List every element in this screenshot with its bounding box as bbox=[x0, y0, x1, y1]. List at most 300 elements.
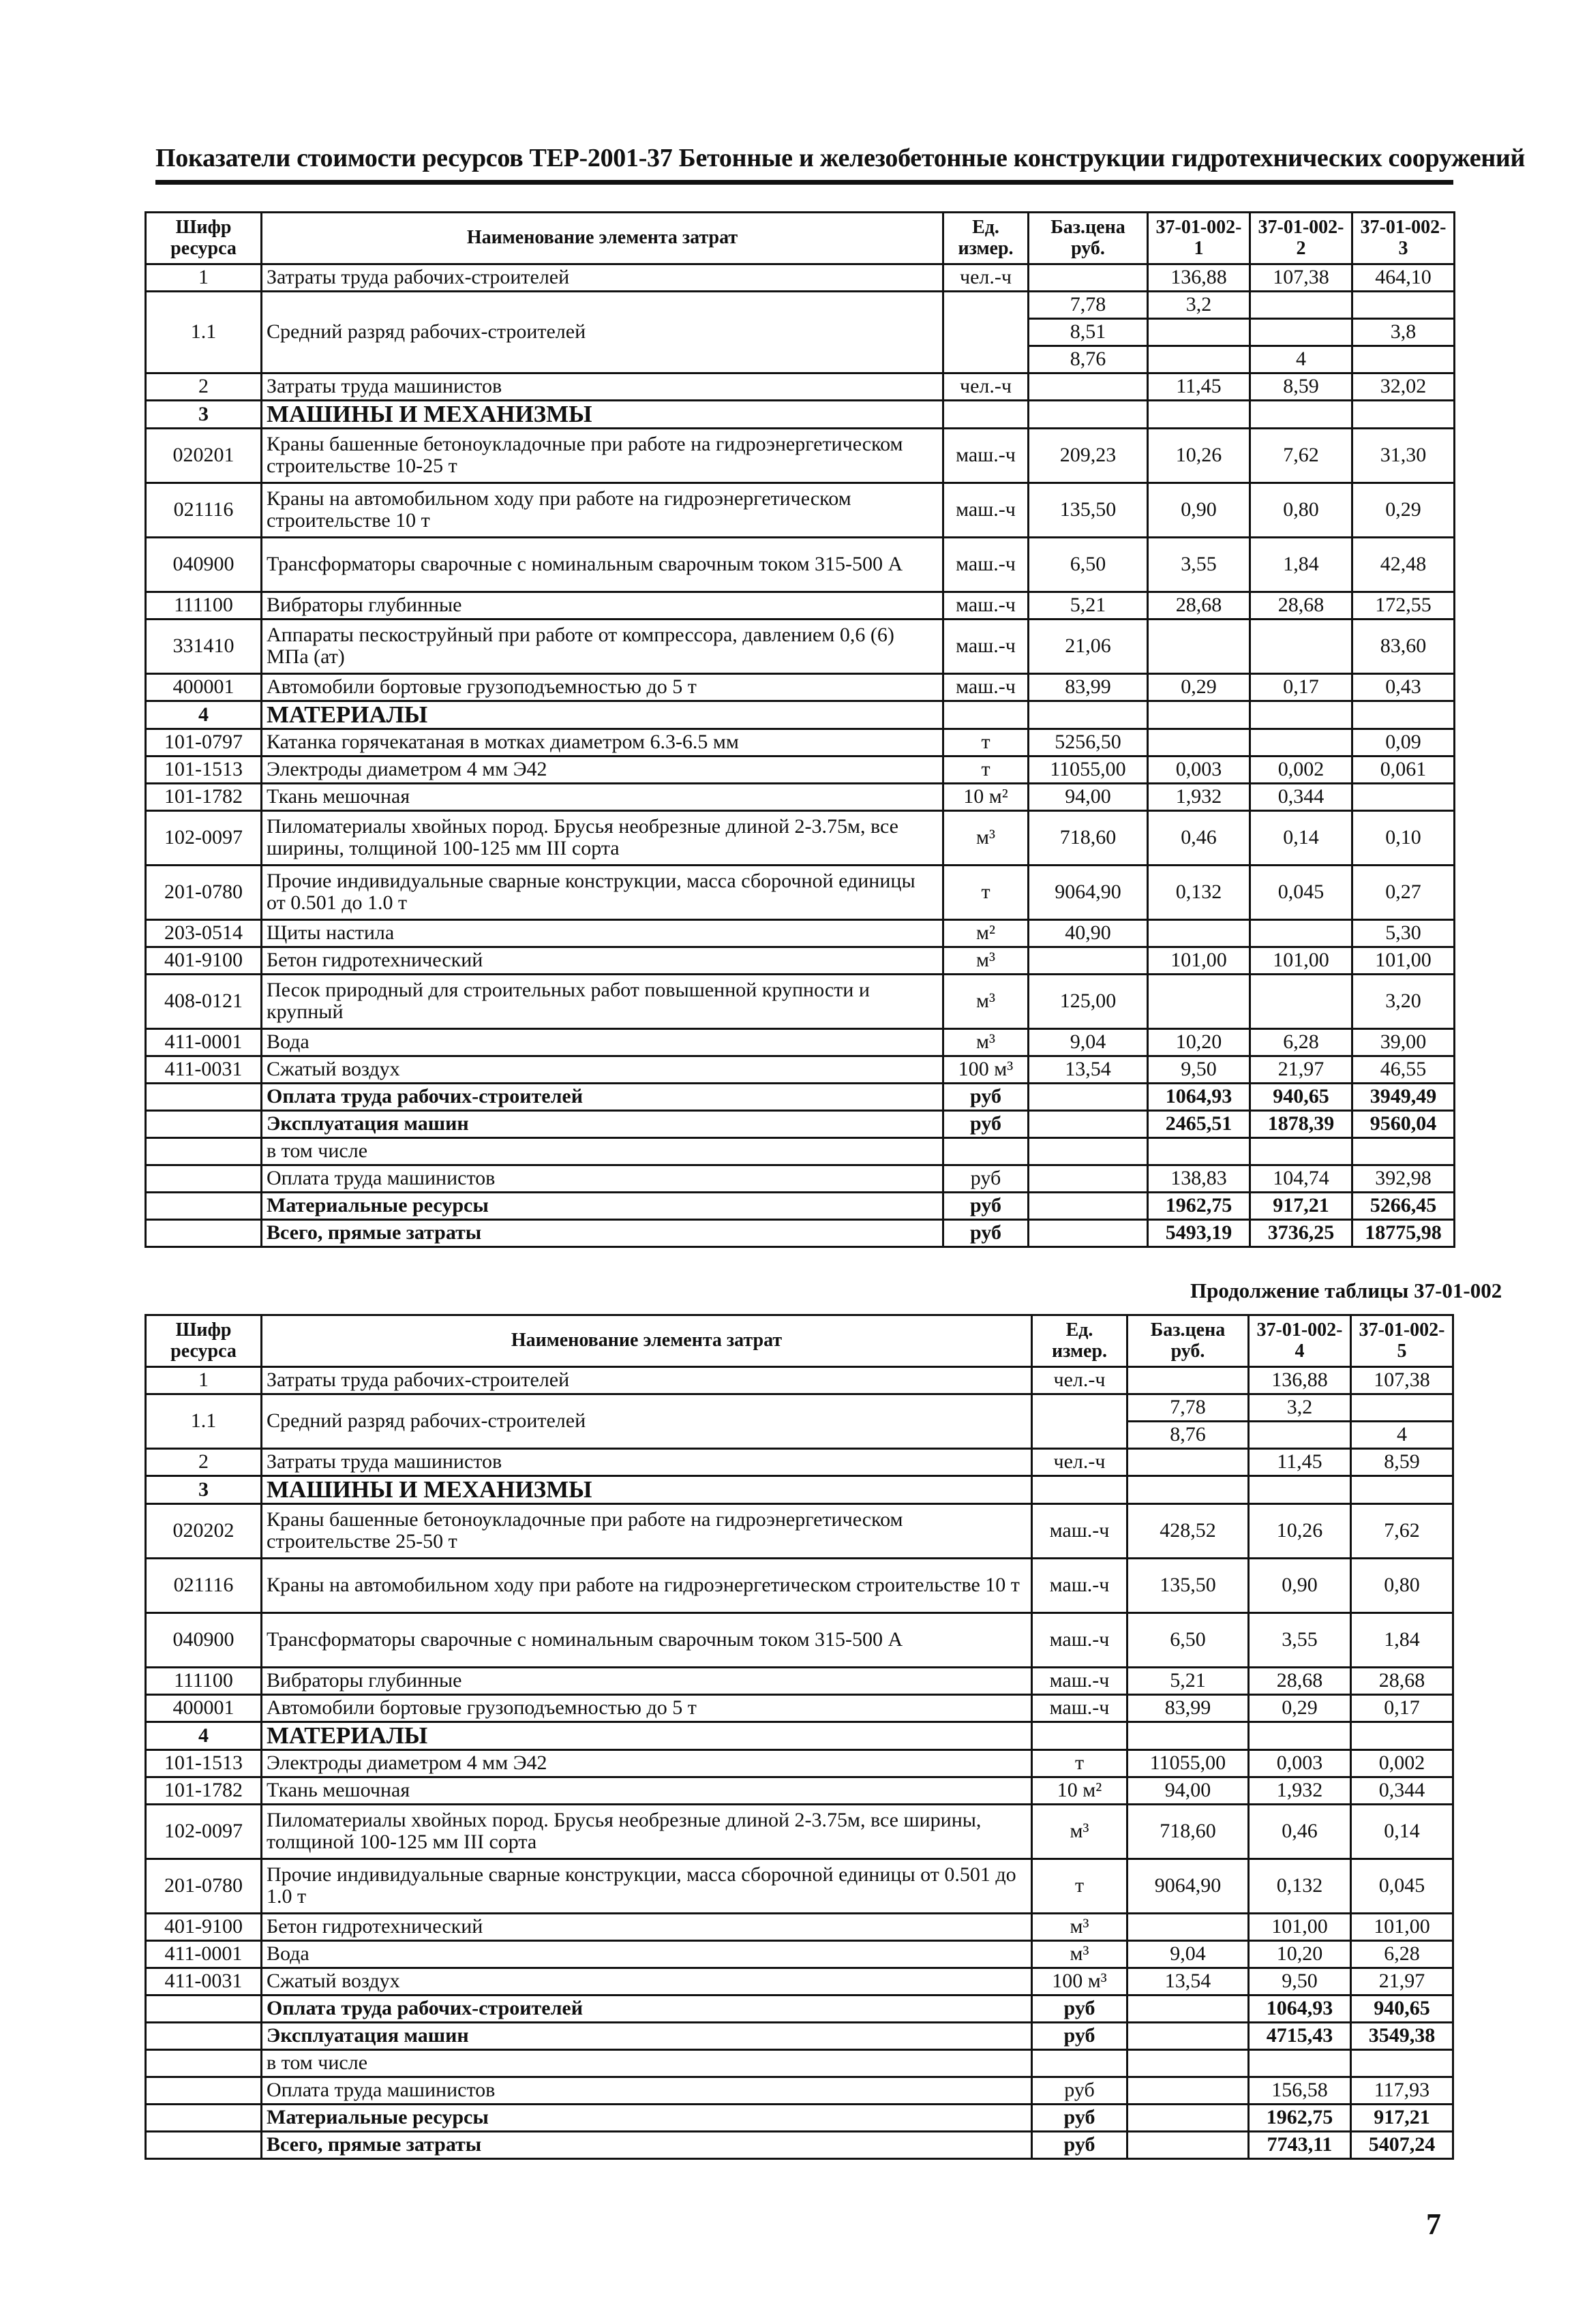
base-price bbox=[1029, 373, 1148, 401]
resource-code: 331410 bbox=[146, 619, 262, 673]
base-price bbox=[1029, 1110, 1148, 1137]
table-row bbox=[146, 783, 1455, 810]
resource-code: 201-0780 bbox=[146, 865, 262, 919]
column-header: Шифр ресурса bbox=[146, 1315, 262, 1367]
unit-cell: маш.-ч bbox=[943, 619, 1029, 673]
table-row bbox=[146, 1367, 1453, 1394]
empty-cell bbox=[1148, 701, 1250, 729]
cost-element-name: Автомобили бортовые грузоподъемностью до 5 т bbox=[262, 1694, 1032, 1722]
value-cell: 6,28 bbox=[1351, 1940, 1453, 1968]
value-cell: 1,84 bbox=[1351, 1612, 1453, 1667]
resource-code bbox=[146, 1165, 262, 1192]
unit-cell: маш.-ч bbox=[1032, 1667, 1127, 1694]
base-price bbox=[1127, 1913, 1249, 1940]
value-cell: 10,26 bbox=[1249, 1503, 1351, 1558]
base-price: 9,04 bbox=[1029, 1028, 1148, 1056]
value-cell: 0,17 bbox=[1351, 1694, 1453, 1722]
value-cell bbox=[1250, 729, 1352, 756]
value-cell: 1,932 bbox=[1249, 1777, 1351, 1804]
resource-code: 2 bbox=[146, 373, 262, 401]
value-cell: 0,17 bbox=[1250, 673, 1352, 701]
column-header: 37-01-002-4 bbox=[1249, 1315, 1351, 1367]
total-row bbox=[146, 2022, 1453, 2049]
unit-cell: маш.-ч bbox=[943, 592, 1029, 619]
value-cell: 28,68 bbox=[1249, 1667, 1351, 1694]
unit-cell: 100 м³ bbox=[1032, 1968, 1127, 1995]
continuation-note: Продолжение таблицы 37-01-002 bbox=[1190, 1279, 1502, 1302]
cost-element-name: Оплата труда машинистов bbox=[262, 1165, 943, 1192]
value-cell: 107,38 bbox=[1250, 264, 1352, 292]
base-price bbox=[1029, 1192, 1148, 1219]
base-price: 83,99 bbox=[1127, 1694, 1249, 1722]
value-cell: 28,68 bbox=[1351, 1667, 1453, 1694]
resource-code bbox=[146, 2131, 262, 2158]
column-header: Наименование элемента затрат bbox=[262, 213, 943, 264]
value-cell: 3,55 bbox=[1148, 537, 1250, 592]
empty-cell bbox=[1351, 1476, 1453, 1504]
table-row bbox=[146, 673, 1455, 701]
base-price bbox=[1029, 1165, 1148, 1192]
base-price: 5,21 bbox=[1127, 1667, 1249, 1694]
cost-element-name: Прочие индивидуальные сварные конструкции, масса сборочной единицы от 0.501 до 1.0 т bbox=[262, 1859, 1032, 1913]
resource-code: 040900 bbox=[146, 1612, 262, 1667]
resource-code: 411-0001 bbox=[146, 1940, 262, 1968]
cost-element-name: Оплата труда рабочих-строителей bbox=[262, 1083, 943, 1110]
table-row bbox=[146, 1165, 1455, 1192]
table-row bbox=[146, 428, 1455, 483]
value-cell bbox=[1250, 619, 1352, 673]
table-row bbox=[146, 537, 1455, 592]
unit-cell bbox=[1032, 1394, 1127, 1449]
empty-cell bbox=[1127, 1722, 1249, 1749]
empty-cell bbox=[1250, 401, 1352, 429]
value-cell: 7,62 bbox=[1250, 428, 1352, 483]
value-cell: 138,83 bbox=[1148, 1165, 1250, 1192]
value-cell: 0,90 bbox=[1148, 483, 1250, 537]
cost-element-name: Пиломатериалы хвойных пород. Брусья необрезные длиной 2-3.75м, все ширины, толщиной 100-125 мм III сорта bbox=[262, 1804, 1032, 1859]
value-cell: 7,62 bbox=[1351, 1503, 1453, 1558]
table-row bbox=[146, 729, 1455, 756]
resource-code bbox=[146, 1219, 262, 1247]
resource-code: 1 bbox=[146, 1367, 262, 1394]
cost-element-name: Краны башенные бетоноукладочные при работе на гидроэнергетическом строительстве 10-25 т bbox=[262, 428, 943, 483]
value-cell: 0,27 bbox=[1352, 865, 1455, 919]
empty-cell bbox=[1032, 1722, 1127, 1749]
table-header bbox=[146, 1315, 1453, 1367]
cost-element-name: Пиломатериалы хвойных пород. Брусья необрезные длиной 2-3.75м, все ширины, толщиной 100-125 мм III сорта bbox=[262, 810, 943, 865]
cost-element-name: Трансформаторы сварочные с номинальным сварочным током 315-500 А bbox=[262, 1612, 1032, 1667]
value-cell: 3,55 bbox=[1249, 1612, 1351, 1667]
base-price: 428,52 bbox=[1127, 1503, 1249, 1558]
base-price: 13,54 bbox=[1127, 1968, 1249, 1995]
table-row bbox=[146, 619, 1455, 673]
value-cell: 101,00 bbox=[1250, 947, 1352, 974]
base-price: 125,00 bbox=[1029, 974, 1148, 1028]
base-price: 7,78 bbox=[1127, 1394, 1249, 1422]
table-row bbox=[146, 1913, 1453, 1940]
empty-cell bbox=[1148, 401, 1250, 429]
base-price: 6,50 bbox=[1029, 537, 1148, 592]
cost-element-name: Трансформаторы сварочные с номинальным сварочным током 315-500 А bbox=[262, 537, 943, 592]
base-price: 11055,00 bbox=[1029, 756, 1148, 783]
unit-cell: маш.-ч bbox=[943, 673, 1029, 701]
value-cell: 1962,75 bbox=[1249, 2104, 1351, 2131]
section-title: МАШИНЫ И МЕХАНИЗМЫ bbox=[262, 401, 943, 429]
cost-element-name: Бетон гидротехнический bbox=[262, 1913, 1032, 1940]
unit-cell: 10 м² bbox=[1032, 1777, 1127, 1804]
table-row bbox=[146, 2077, 1453, 2104]
column-header: Баз.цена руб. bbox=[1029, 213, 1148, 264]
value-cell: 42,48 bbox=[1352, 537, 1455, 592]
value-cell bbox=[1148, 619, 1250, 673]
value-cell bbox=[1249, 1422, 1351, 1449]
section-row bbox=[146, 701, 1455, 729]
column-header: Ед. измер. bbox=[1032, 1315, 1127, 1367]
value-cell: 6,28 bbox=[1250, 1028, 1352, 1056]
unit-cell: 10 м² bbox=[943, 783, 1029, 810]
resource-code: 1.1 bbox=[146, 1394, 262, 1449]
table-row bbox=[146, 1449, 1453, 1476]
base-price: 83,99 bbox=[1029, 673, 1148, 701]
unit-cell: руб bbox=[1032, 2022, 1127, 2049]
value-cell: 101,00 bbox=[1148, 947, 1250, 974]
value-cell: 3736,25 bbox=[1250, 1219, 1352, 1247]
section-row bbox=[146, 401, 1455, 429]
value-cell: 21,97 bbox=[1351, 1968, 1453, 1995]
value-cell: 101,00 bbox=[1249, 1913, 1351, 1940]
base-price bbox=[1127, 2022, 1249, 2049]
value-cell: 0,14 bbox=[1351, 1804, 1453, 1859]
value-cell: 5266,45 bbox=[1352, 1192, 1455, 1219]
empty-cell bbox=[943, 701, 1029, 729]
cost-element-name: Оплата труда рабочих-строителей bbox=[262, 1995, 1032, 2022]
cost-element-name: Всего, прямые затраты bbox=[262, 1219, 943, 1247]
cost-element-name: Прочие индивидуальные сварные конструкции, масса сборочной единицы от 0.501 до 1.0 т bbox=[262, 865, 943, 919]
table-row bbox=[146, 292, 1455, 319]
value-cell: 0,002 bbox=[1250, 756, 1352, 783]
cost-element-name: Средний разряд рабочих-строителей bbox=[262, 1394, 1032, 1449]
table-row bbox=[146, 1558, 1453, 1612]
value-cell: 4715,43 bbox=[1249, 2022, 1351, 2049]
resource-code: 203-0514 bbox=[146, 919, 262, 947]
resource-code: 111100 bbox=[146, 592, 262, 619]
table-row bbox=[146, 1056, 1455, 1083]
base-price: 8,76 bbox=[1127, 1422, 1249, 1449]
resource-code: 1 bbox=[146, 264, 262, 292]
cost-element-name: Песок природный для строительных работ повышенной крупности и крупный bbox=[262, 974, 943, 1028]
value-cell: 3,2 bbox=[1249, 1394, 1351, 1422]
unit-cell: т bbox=[943, 865, 1029, 919]
resource-code: 101-1782 bbox=[146, 783, 262, 810]
resource-code: 101-1513 bbox=[146, 1749, 262, 1777]
value-cell: 0,045 bbox=[1250, 865, 1352, 919]
unit-cell: руб bbox=[1032, 2077, 1127, 2104]
section-title: МАТЕРИАЛЫ bbox=[262, 1722, 1032, 1749]
empty-cell bbox=[1352, 401, 1455, 429]
table-row bbox=[146, 1667, 1453, 1694]
base-price: 94,00 bbox=[1127, 1777, 1249, 1804]
value-cell: 0,132 bbox=[1249, 1859, 1351, 1913]
table-row bbox=[146, 947, 1455, 974]
empty-cell bbox=[943, 401, 1029, 429]
value-cell: 8,59 bbox=[1351, 1449, 1453, 1476]
resource-table-2 bbox=[145, 1314, 1454, 2160]
column-header: 37-01-002-2 bbox=[1250, 213, 1352, 264]
unit-cell: т bbox=[1032, 1749, 1127, 1777]
resource-code bbox=[146, 1083, 262, 1110]
section-title: МАШИНЫ И МЕХАНИЗМЫ bbox=[262, 1476, 1032, 1504]
resource-code: 4 bbox=[146, 1722, 262, 1749]
page-number: 7 bbox=[1426, 2207, 1441, 2241]
value-cell: 46,55 bbox=[1352, 1056, 1455, 1083]
value-cell: 32,02 bbox=[1352, 373, 1455, 401]
base-price: 209,23 bbox=[1029, 428, 1148, 483]
base-price: 8,76 bbox=[1029, 346, 1148, 373]
resource-table-1 bbox=[145, 211, 1455, 1248]
base-price bbox=[1029, 1219, 1148, 1247]
value-cell: 104,74 bbox=[1250, 1165, 1352, 1192]
resource-code bbox=[146, 1995, 262, 2022]
unit-cell bbox=[943, 1137, 1029, 1165]
resource-code: 040900 bbox=[146, 537, 262, 592]
value-cell: 0,344 bbox=[1351, 1777, 1453, 1804]
unit-cell: м³ bbox=[1032, 1913, 1127, 1940]
resource-code: 101-1782 bbox=[146, 1777, 262, 1804]
total-row bbox=[146, 1083, 1455, 1110]
base-price bbox=[1127, 2049, 1249, 2077]
table-row bbox=[146, 2049, 1453, 2077]
table-row bbox=[146, 1777, 1453, 1804]
unit-cell: руб bbox=[943, 1165, 1029, 1192]
value-cell: 9560,04 bbox=[1352, 1110, 1455, 1137]
section-title: МАТЕРИАЛЫ bbox=[262, 701, 943, 729]
unit-cell: 100 м³ bbox=[943, 1056, 1029, 1083]
unit-cell: т bbox=[943, 729, 1029, 756]
resource-code: 411-0031 bbox=[146, 1056, 262, 1083]
value-cell: 7743,11 bbox=[1249, 2131, 1351, 2158]
resource-code: 102-0097 bbox=[146, 810, 262, 865]
table-row bbox=[146, 1028, 1455, 1056]
value-cell bbox=[1148, 346, 1250, 373]
value-cell: 940,65 bbox=[1250, 1083, 1352, 1110]
value-cell: 0,43 bbox=[1352, 673, 1455, 701]
value-cell: 0,29 bbox=[1352, 483, 1455, 537]
cost-element-name: Сжатый воздух bbox=[262, 1968, 1032, 1995]
base-price: 135,50 bbox=[1029, 483, 1148, 537]
value-cell: 11,45 bbox=[1249, 1449, 1351, 1476]
base-price: 5,21 bbox=[1029, 592, 1148, 619]
value-cell: 5493,19 bbox=[1148, 1219, 1250, 1247]
unit-cell: руб bbox=[1032, 2131, 1127, 2158]
column-header: 37-01-002-1 bbox=[1148, 213, 1250, 264]
value-cell: 136,88 bbox=[1249, 1367, 1351, 1394]
cost-element-name: в том числе bbox=[262, 2049, 1032, 2077]
section-row bbox=[146, 1722, 1453, 1749]
value-cell bbox=[1352, 783, 1455, 810]
cost-element-name: Ткань мешочная bbox=[262, 1777, 1032, 1804]
value-cell bbox=[1352, 1137, 1455, 1165]
unit-cell: чел.-ч bbox=[943, 373, 1029, 401]
column-header: Ед. измер. bbox=[943, 213, 1029, 264]
unit-cell: маш.-ч bbox=[1032, 1694, 1127, 1722]
total-row bbox=[146, 1192, 1455, 1219]
base-price: 6,50 bbox=[1127, 1612, 1249, 1667]
base-price: 718,60 bbox=[1029, 810, 1148, 865]
cost-element-name: Средний разряд рабочих-строителей bbox=[262, 292, 943, 373]
cost-element-name: Оплата труда машинистов bbox=[262, 2077, 1032, 2104]
unit-cell: чел.-ч bbox=[943, 264, 1029, 292]
unit-cell bbox=[1032, 2049, 1127, 2077]
value-cell: 28,68 bbox=[1250, 592, 1352, 619]
value-cell: 1064,93 bbox=[1249, 1995, 1351, 2022]
resource-code bbox=[146, 2077, 262, 2104]
unit-cell: руб bbox=[1032, 2104, 1127, 2131]
value-cell bbox=[1148, 1137, 1250, 1165]
cost-element-name: Краны на автомобильном ходу при работе на гидроэнергетическом строительстве 10 т bbox=[262, 483, 943, 537]
empty-cell bbox=[1351, 1722, 1453, 1749]
cost-element-name: Аппараты пескоструйный при работе от компрессора, давлением 0,6 (6) МПа (ат) bbox=[262, 619, 943, 673]
unit-cell bbox=[943, 292, 1029, 373]
table-row bbox=[146, 373, 1455, 401]
value-cell: 10,26 bbox=[1148, 428, 1250, 483]
value-cell bbox=[1148, 919, 1250, 947]
cost-element-name: Затраты труда рабочих-строителей bbox=[262, 1367, 1032, 1394]
resource-code: 101-0797 bbox=[146, 729, 262, 756]
cost-element-name: Затраты труда машинистов bbox=[262, 1449, 1032, 1476]
section-row bbox=[146, 1476, 1453, 1504]
column-header: Баз.цена руб. bbox=[1127, 1315, 1249, 1367]
resource-code: 401-9100 bbox=[146, 947, 262, 974]
base-price bbox=[1127, 1449, 1249, 1476]
table-row bbox=[146, 974, 1455, 1028]
value-cell: 0,29 bbox=[1148, 673, 1250, 701]
table-row bbox=[146, 1804, 1453, 1859]
resource-code: 201-0780 bbox=[146, 1859, 262, 1913]
unit-cell: маш.-ч bbox=[1032, 1503, 1127, 1558]
value-cell: 0,46 bbox=[1148, 810, 1250, 865]
column-header: 37-01-002-3 bbox=[1352, 213, 1455, 264]
cost-element-name: Эксплуатация машин bbox=[262, 2022, 1032, 2049]
cost-element-name: Щиты настила bbox=[262, 919, 943, 947]
table-row bbox=[146, 1749, 1453, 1777]
unit-cell: маш.-ч bbox=[943, 483, 1029, 537]
cost-element-name: Вибраторы глубинные bbox=[262, 1667, 1032, 1694]
total-row bbox=[146, 2104, 1453, 2131]
cost-element-name: Материальные ресурсы bbox=[262, 2104, 1032, 2131]
value-cell bbox=[1351, 2049, 1453, 2077]
base-price bbox=[1127, 2077, 1249, 2104]
empty-cell bbox=[1029, 701, 1148, 729]
base-price: 9064,90 bbox=[1127, 1859, 1249, 1913]
value-cell bbox=[1250, 1137, 1352, 1165]
base-price bbox=[1029, 1083, 1148, 1110]
unit-cell: маш.-ч bbox=[1032, 1612, 1127, 1667]
table-row bbox=[146, 1968, 1453, 1995]
total-row bbox=[146, 1219, 1455, 1247]
value-cell: 117,93 bbox=[1351, 2077, 1453, 2104]
value-cell: 1962,75 bbox=[1148, 1192, 1250, 1219]
resource-code: 401-9100 bbox=[146, 1913, 262, 1940]
resource-code: 4 bbox=[146, 701, 262, 729]
value-cell: 1064,93 bbox=[1148, 1083, 1250, 1110]
resource-code: 411-0031 bbox=[146, 1968, 262, 1995]
value-cell bbox=[1148, 319, 1250, 346]
value-cell: 0,003 bbox=[1148, 756, 1250, 783]
value-cell: 0,90 bbox=[1249, 1558, 1351, 1612]
unit-cell: руб bbox=[943, 1219, 1029, 1247]
empty-cell bbox=[1250, 701, 1352, 729]
value-cell: 0,29 bbox=[1249, 1694, 1351, 1722]
value-cell bbox=[1352, 346, 1455, 373]
empty-cell bbox=[1249, 1722, 1351, 1749]
table-row bbox=[146, 810, 1455, 865]
base-price: 135,50 bbox=[1127, 1558, 1249, 1612]
resource-code bbox=[146, 2022, 262, 2049]
value-cell: 21,97 bbox=[1250, 1056, 1352, 1083]
total-row bbox=[146, 1995, 1453, 2022]
unit-cell: руб bbox=[943, 1192, 1029, 1219]
empty-cell bbox=[1352, 701, 1455, 729]
value-cell: 4 bbox=[1250, 346, 1352, 373]
base-price bbox=[1127, 1367, 1249, 1394]
base-price: 40,90 bbox=[1029, 919, 1148, 947]
cost-element-name: Катанка горячекатаная в мотках диаметром 6.3-6.5 мм bbox=[262, 729, 943, 756]
column-header: Наименование элемента затрат bbox=[262, 1315, 1032, 1367]
value-cell: 5407,24 bbox=[1351, 2131, 1453, 2158]
unit-cell: маш.-ч bbox=[943, 537, 1029, 592]
value-cell bbox=[1148, 729, 1250, 756]
cost-element-name: Электроды диаметром 4 мм Э42 bbox=[262, 756, 943, 783]
resource-code: 021116 bbox=[146, 483, 262, 537]
cost-element-name: в том числе bbox=[262, 1137, 943, 1165]
value-cell: 3949,49 bbox=[1352, 1083, 1455, 1110]
base-price bbox=[1127, 1995, 1249, 2022]
resource-code bbox=[146, 1110, 262, 1137]
resource-code bbox=[146, 1192, 262, 1219]
column-header: Шифр ресурса bbox=[146, 213, 262, 264]
unit-cell: м³ bbox=[943, 974, 1029, 1028]
value-cell: 2465,51 bbox=[1148, 1110, 1250, 1137]
value-cell: 1,84 bbox=[1250, 537, 1352, 592]
value-cell: 107,38 bbox=[1351, 1367, 1453, 1394]
cost-element-name: Эксплуатация машин bbox=[262, 1110, 943, 1137]
resource-code: 411-0001 bbox=[146, 1028, 262, 1056]
table-row bbox=[146, 919, 1455, 947]
cost-element-name: Всего, прямые затраты bbox=[262, 2131, 1032, 2158]
table-row bbox=[146, 865, 1455, 919]
resource-code: 400001 bbox=[146, 1694, 262, 1722]
unit-cell: м² bbox=[943, 919, 1029, 947]
value-cell: 10,20 bbox=[1148, 1028, 1250, 1056]
empty-cell bbox=[1127, 1476, 1249, 1504]
unit-cell: м³ bbox=[943, 1028, 1029, 1056]
cost-element-name: Электроды диаметром 4 мм Э42 bbox=[262, 1749, 1032, 1777]
unit-cell: т bbox=[1032, 1859, 1127, 1913]
value-cell: 8,59 bbox=[1250, 373, 1352, 401]
value-cell: 0,132 bbox=[1148, 865, 1250, 919]
value-cell bbox=[1148, 974, 1250, 1028]
value-cell: 3,20 bbox=[1352, 974, 1455, 1028]
value-cell bbox=[1249, 2049, 1351, 2077]
resource-code bbox=[146, 1137, 262, 1165]
cost-element-name: Затраты труда рабочих-строителей bbox=[262, 264, 943, 292]
base-price bbox=[1029, 1137, 1148, 1165]
resource-code: 400001 bbox=[146, 673, 262, 701]
resource-code: 111100 bbox=[146, 1667, 262, 1694]
unit-cell: т bbox=[943, 756, 1029, 783]
value-cell: 5,30 bbox=[1352, 919, 1455, 947]
cost-element-name: Краны на автомобильном ходу при работе на гидроэнергетическом строительстве 10 т bbox=[262, 1558, 1032, 1612]
